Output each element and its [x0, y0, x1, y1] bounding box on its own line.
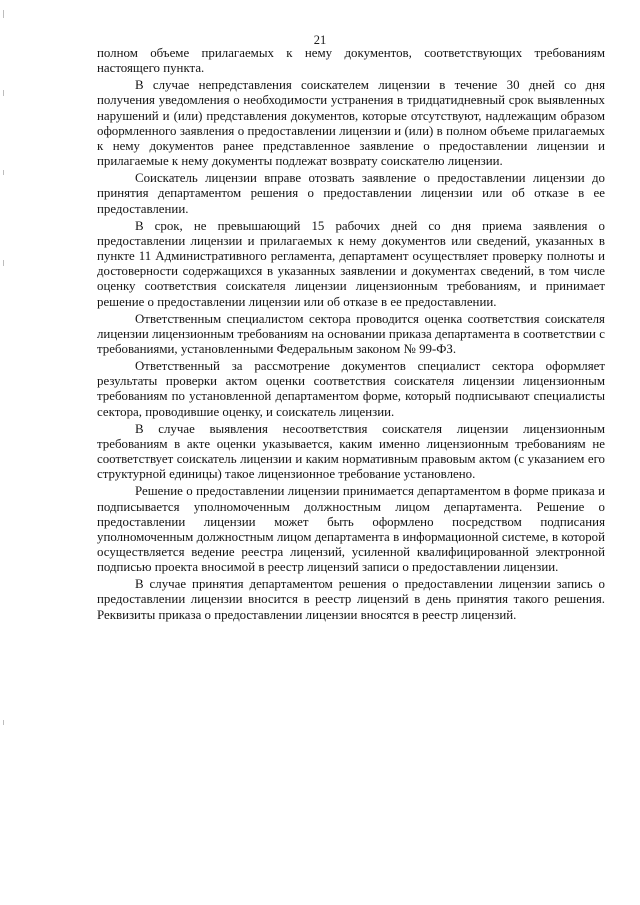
scan-mark	[3, 10, 4, 18]
paragraph: В случае непредставления соискателем лицензии в течение 30 дней со дня получения уведомления о необходимости устранения в тридцатидневный срок выявленных нарушений и (или) представления документов, которые отсутствуют, надлежащим образом оформленного заявления о предоставлении лицензии и (или) в полном объеме прилагаемых к нему документов ранее представленное заявление о предоставлении лицензии и прилагаемые к нему документы подлежат возврату соискателю лицензии.	[97, 78, 605, 169]
document-body	[97, 46, 605, 625]
paragraph: В случае выявления несоответствия соискателя лицензии лицензионным требованиям в акте оценки указывается, каким именно лицензионным требованиям не соответствует соискатель лицензии и каким нормативным правовым актом (с указанием его структурной единицы) такое лицензионное требование установлено.	[97, 421, 605, 482]
paragraph: Соискатель лицензии вправе отозвать заявление о предоставлении лицензии до принятия департаментом решения о предоставлении лицензии или об отказе в ее предоставлении.	[97, 171, 605, 216]
paragraph: Решение о предоставлении лицензии принимается департаментом в форме приказа и подписывается уполномоченным должностным лицом департамента. Решение о предоставлении лицензии может быть оформлено посредством подписания уполномоченным должностным лицом департамента в информационной системе, в которой осуществляется ведение реестра лицензий, усиленной квалифицированной электронной подписью проекта вносимой в реестр лицензий записи о предоставлении лицензии.	[97, 484, 605, 575]
scan-margin-marks	[3, 0, 5, 905]
paragraph: В случае принятия департаментом решения о предоставлении лицензии запись о предоставлении лицензии вносится в реестр лицензий в день принятия такого решения. Реквизиты приказа о предоставлении лицензии вносятся в реестр лицензий.	[97, 577, 605, 622]
scan-mark	[3, 90, 4, 96]
paragraph: В срок, не превышающий 15 рабочих дней со дня приема заявления о предоставлении лицензии и прилагаемых к нему документов или сведений, указанных в пункте 11 Административного регламента, департамент осуществляет проверку полноты и достоверности содержащихся в указанных заявлении и документах сведений, в том числе оценку соответствия соискателя лицензии лицензионным требованиям, и принимает решение о предоставлении лицензии или об отказе в ее предоставлении.	[97, 218, 605, 309]
scan-mark	[3, 260, 4, 266]
paragraph: полном объеме прилагаемых к нему документов, соответствующих требованиям настоящего пункта.	[97, 46, 605, 76]
paragraph: Ответственный за рассмотрение документов специалист сектора оформляет результаты проверки актом оценки соответствия соискателя лицензии лицензионным требованиям по установленной департаментом форме, который подписывают специалисты сектора, проводившие оценку, и соискатель лицензии.	[97, 359, 605, 419]
scan-mark	[3, 170, 4, 175]
scan-mark	[3, 720, 4, 725]
page-number: 21	[313, 33, 327, 47]
paragraph: Ответственным специалистом сектора проводится оценка соответствия соискателя лицензии лицензионным требованиям на основании приказа департамента в соответствии с требованиями, установленными Федеральным законом № 99-ФЗ.	[97, 311, 605, 356]
